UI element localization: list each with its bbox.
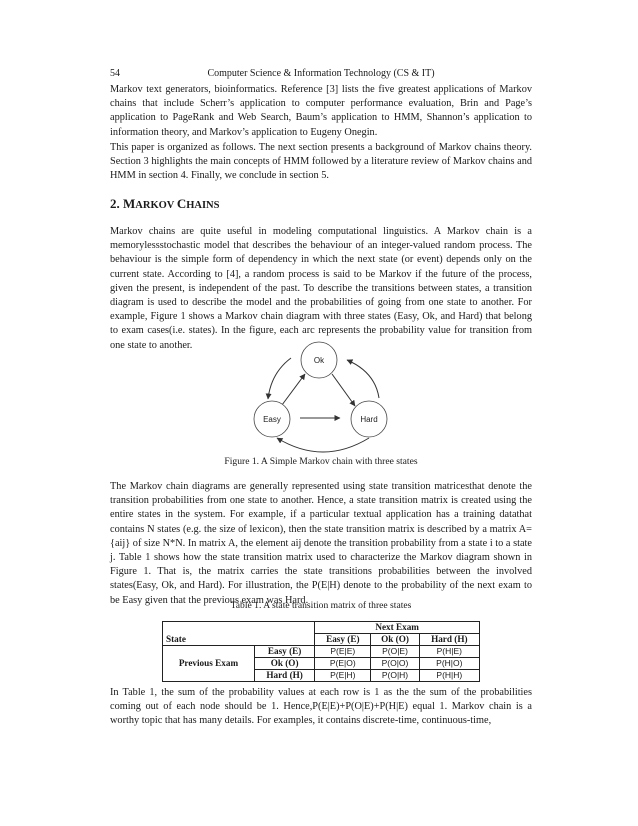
row-label: Ok (O) [254, 658, 314, 670]
table-cell: P(E|H) [315, 670, 371, 682]
state-header: State [163, 622, 315, 646]
page-number: 54 [110, 68, 120, 79]
column-header: Hard (H) [419, 634, 479, 646]
markov-chain-figure [243, 338, 403, 460]
section-title-m: M [123, 196, 136, 211]
node-hard [351, 401, 387, 437]
markov-diagram [243, 338, 403, 460]
table-cell: P(E|O) [315, 658, 371, 670]
section-number: 2. [110, 196, 120, 211]
row-label: Easy (E) [254, 646, 314, 658]
paragraph-row-sums: In Table 1, the sum of the probability values at each row is 1 as the the sum of the probabilities coming out of each node should be 1. Hence,P(E|E)+P(O|E)+P(H|E) equal 1. Markov chain is a worthy topic that has many details. For examples, it contains discrete-time, continuous-time, [110, 687, 532, 727]
node-easy [254, 401, 290, 437]
journal-title: Computer Science & Information Technology (CS & IT) [207, 68, 435, 79]
paragraph-markov-chains: Markov chains are quite useful in modeling computational linguistics. A Markov chain is a memorylessstochastic model that describes the behaviour of an integer-valued random process. The behaviour is the simple form of dependency in which the next state (or event) depends only on the current state. According to [4], a random process is said to be Markov if the future of the process, given the present, is independent of the past. To describe the transitions between states, a transition diagram is used to describe the model and the probabilities of going from one state to another. For example, Figure 1 shows a Markov chain diagram with three states (Easy, Ok, and Hard) that belong to exam cases(i.e. states). In the figure, each arc represents the probability value for transition from one state to another. [110, 226, 532, 351]
table-cell: P(H|O) [419, 658, 479, 670]
table-cell: P(E|E) [315, 646, 371, 658]
paragraph-applications: Markov text generators, bioinformatics. Reference [3] lists the five greatest applications of Markov chains that include Scherr’s application to computer performance evaluation, Brin and Page’s application to PageRank and Web Search, Baum’s application to HMM, Shannon’s application to information theory, and Markov’s application to Eugeny Onegin. [110, 84, 532, 138]
table-cell: P(O|E) [371, 646, 419, 658]
previous-exam-label: Previous Exam [163, 646, 255, 682]
table-row [163, 646, 480, 658]
node-easy-label: Easy [263, 415, 281, 424]
arrow-ok-to-hard [332, 374, 355, 406]
paragraph-organization: This paper is organized as follows. The next section presents a background of Markov chains theory. Section 3 highlights the main concepts of HMM followed by a literature review of Markov chains and HMM in section 4. Finally, we conclude in section 5. [110, 142, 532, 182]
column-header: Easy (E) [315, 634, 371, 646]
table-cell: P(H|H) [419, 670, 479, 682]
node-ok-label: Ok [313, 356, 325, 365]
table-cell: P(H|E) [419, 646, 479, 658]
section-title-arkov: ARKOV [135, 200, 177, 211]
table-caption: Table 1. A state transition matrix of three states [230, 600, 412, 611]
section-heading [110, 196, 219, 212]
arrow-hard-to-easy [277, 438, 369, 452]
running-header [110, 68, 532, 82]
table-cell: P(O|H) [371, 670, 419, 682]
node-hard-label: Hard [360, 415, 378, 424]
arrow-easy-to-ok [279, 374, 305, 409]
transition-table [162, 621, 480, 682]
arrow-ok-to-easy [268, 358, 291, 399]
next-exam-header: Next Exam [315, 622, 480, 634]
table-cell: P(O|O) [371, 658, 419, 670]
table-header-row-1 [163, 622, 480, 634]
node-ok [301, 342, 337, 378]
section-title-c: C [176, 196, 187, 211]
paragraph-transition-matrix: The Markov chain diagrams are generally represented using state transition matricesthat denote the transition probabilities from one state to another. Hence, a state transition matrix is created using the entire states in the system. For example, if a particular textual application has a training datathat contains N states (e.g. the size of lexicon), then the state transition matrix is described by a matrix A= {aij} of size N*N. In matrix A, the element aij denote the transition probability from a state i to a state j. Table 1 shows how the state transition matrix used to characterize the Markov diagram shown in Figure 1. That is, the matrix carries the state transitions probabilities between the involved states(Easy, Ok, and Hard). For illustration, the P(E|H) denote to the probability of the next exam to be Easy given that the previous exam was Hard. [110, 481, 532, 606]
figure-caption: Figure 1. A Simple Markov chain with three states [224, 456, 418, 467]
section-title-hains: HAINS [186, 200, 220, 211]
row-label: Hard (H) [254, 670, 314, 682]
arrow-hard-to-ok [347, 360, 379, 398]
column-header: Ok (O) [371, 634, 419, 646]
